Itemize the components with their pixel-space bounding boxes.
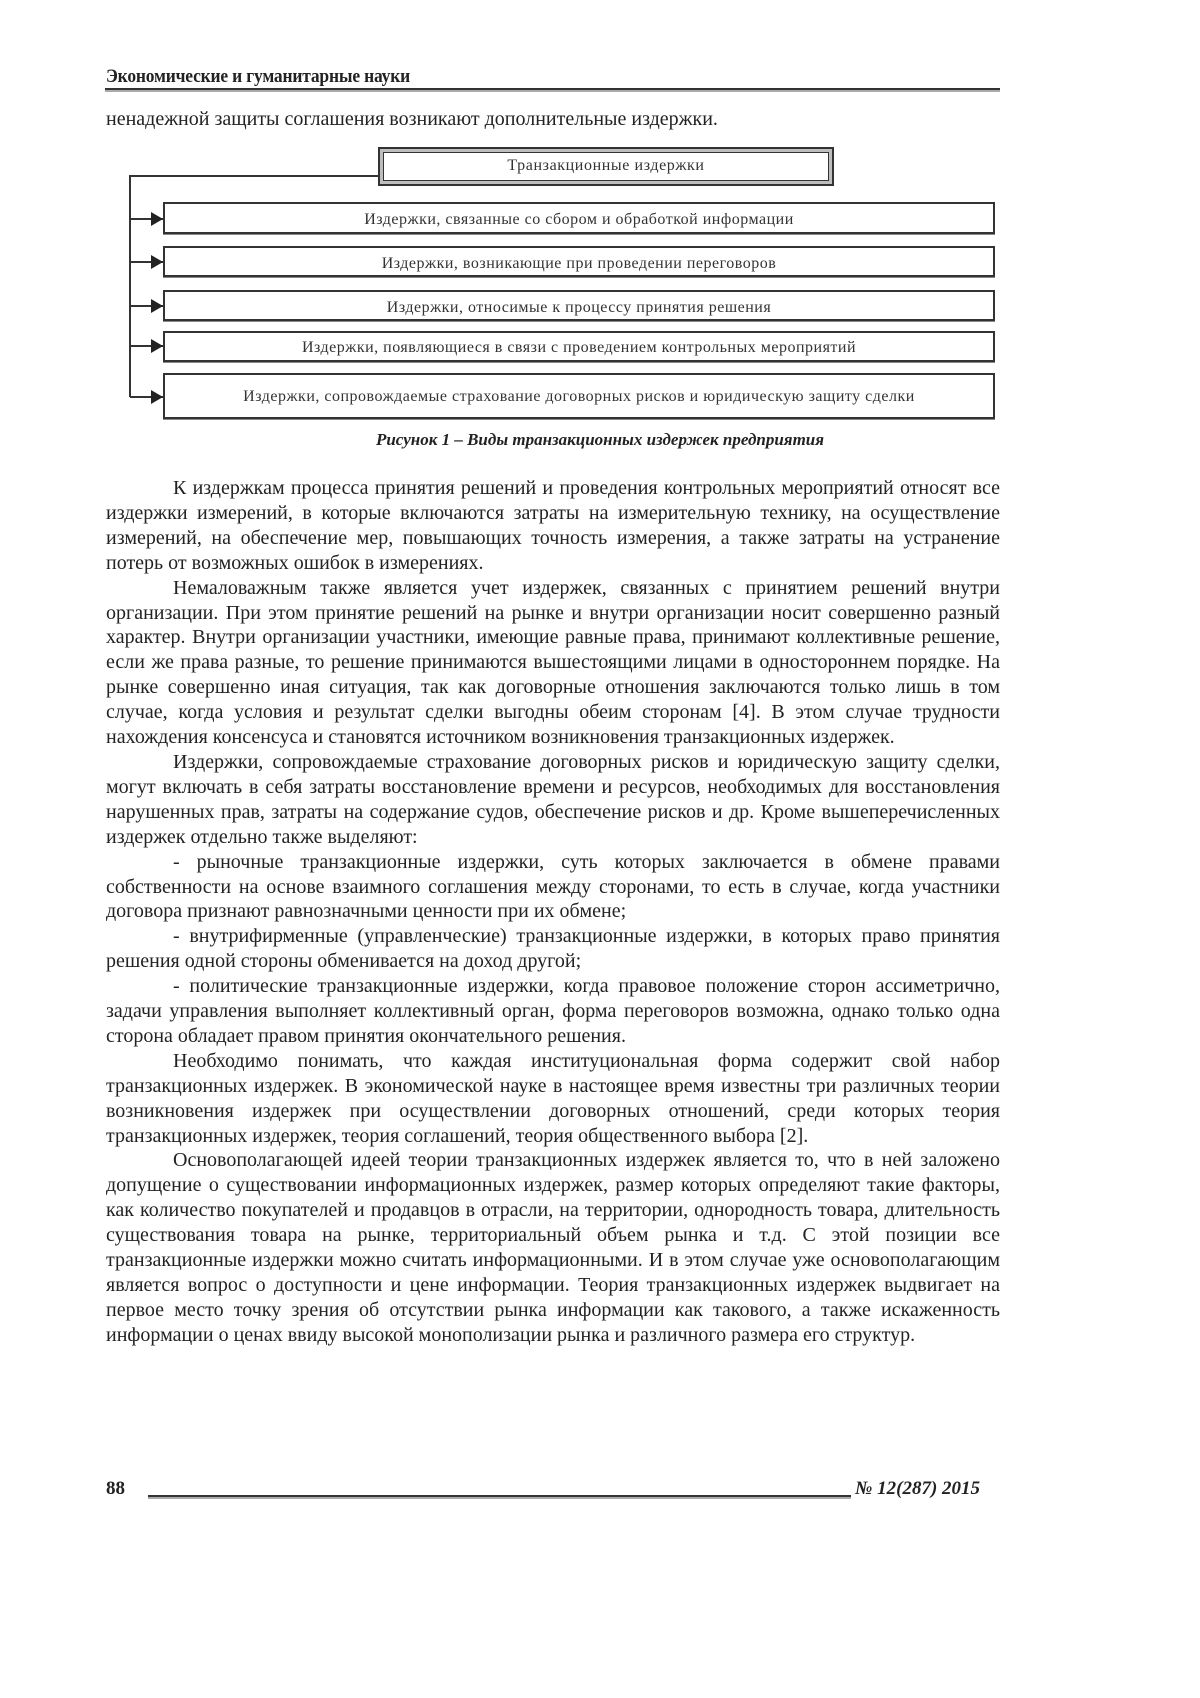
connector-horizontal [129,175,378,177]
cost-box-information [163,202,995,234]
cost-box-insurance-legal [163,373,995,419]
arrow-icon [130,305,163,307]
cost-box-control-measures [163,331,995,362]
arrow-icon [130,261,163,263]
cost-box-negotiations [163,246,995,277]
issue-number: № 12(287) 2015 [855,1478,981,1499]
arrow-icon [130,396,163,398]
root-node-box [378,147,834,186]
list-item: - внутрифирменные (управленческие) транзакционные издержки, в которых право принятия решения одной стороны обменивается на доход другой; [106,925,1000,973]
root-node-label: Транзакционные издержки [507,157,705,174]
cost-box-label: Издержки, относимые к процессу принятия решения [386,299,772,316]
list-item: - рыночные транзакционные издержки, суть которых заключается в обмене правами собственности на основе взаимного соглашения между сторонами, то есть в случае, когда участники договора признают равнозначными ценности при их обмене; [106,850,1000,923]
paragraph: Необходимо понимать, что каждая институциональная форма содержит свой набор транзакционных издержек. В экономической науке в настоящее время известны три различных теории возникновения издержек при осуществлении договорных отношений, среди которых теория транзакционных издержек, теория соглашений, теория общественного выбора [2]. [106,1049,1000,1147]
running-header-title: Экономические и гуманитарные науки [106,66,410,87]
cost-box-label: Издержки, связанные со сбором и обработкой информации [364,211,794,228]
cost-box-decision-making [163,290,995,321]
header-rule [105,88,1000,90]
page-number: 88 [106,1478,125,1499]
connector-vertical [129,175,131,397]
cost-box-label: Издержки, появляющиеся в связи с проведением контрольных мероприятий [301,339,857,356]
figure-caption: Рисунок 1 – Виды транзакционных издержек предприятия [375,430,825,449]
arrow-icon [130,218,163,220]
article-body [106,476,1000,1348]
paragraph: Издержки, сопровождаемые страхование договорных рисков и юридическую защиту сделки, могут включать в себя затраты восстановление времени и ресурсов, необходимых для восстановления нарушенных прав, затраты на содержание судов, обеспечение рисков и др. Кроме вышеперечисленных издержек отдельно также выделяют: [106,750,1000,848]
cost-box-label: Издержки, сопровождаемые страхование договорных рисков и юридическую защиту сделки [243,388,915,405]
paragraph: Основополагающей идеей теории транзакционных издержек является то, что в ней заложено допущение о существовании информационных издержек, размер которых определяют такие факторы, как количество покупателей и продавцов в отрасли, на территории, однородность товара, длительность существования товара на рынке, территориальный объем рынка и т.д. С этой позиции все транзакционные издержки можно считать информационными. И в этом случае уже основополагающим является вопрос о доступности и цене информации. Теория транзакционных издержек выдвигает на первое место точку зрения об отсутствии рынка информации как такового, а также искаженность информации о ценах ввиду высокой монополизации рынка и различного размера его структур. [106,1149,1000,1346]
paragraph: Немаловажным также является учет издержек, связанных с принятием решений внутри организации. При этом принятие решений на рынке и внутри организации носит совершенно разный характер. Внутри организации участники, имеющие равные права, принимают коллективные решение, если же права разные, то решение принимаются вышестоящими лицами в одностороннем порядке. На рынке совершенно иная ситуация, так как договорные отношения заключаются только лишь в том случае, когда условия и результат сделки выгодны обеим сторонам [4]. В этом случае трудности нахождения консенсуса и становятся источником возникновения транзакционных издержек. [106,576,1000,749]
arrow-icon [130,345,163,347]
cost-box-label: Издержки, возникающие при проведении переговоров [381,255,777,272]
intro-line: ненадежной защиты соглашения возникают дополнительные издержки. [106,108,718,130]
footer-rule [148,1495,851,1497]
list-item: - политические транзакционные издержки, когда правовое положение сторон ассиметрично, задачи управления выполняет коллективный орган, форма переговоров возможна, однако только одна сторона обладает правом принятия окончательного решения. [106,975,1000,1047]
paragraph: К издержкам процесса принятия решений и проведения контрольных мероприятий относят все издержки измерений, в которые включаются затраты на измерительную технику, на осуществление измерений, на обеспечение мер, повышающих точность измерения, а также затраты на устранение потерь от возможных ошибок в измерениях. [106,477,1000,574]
